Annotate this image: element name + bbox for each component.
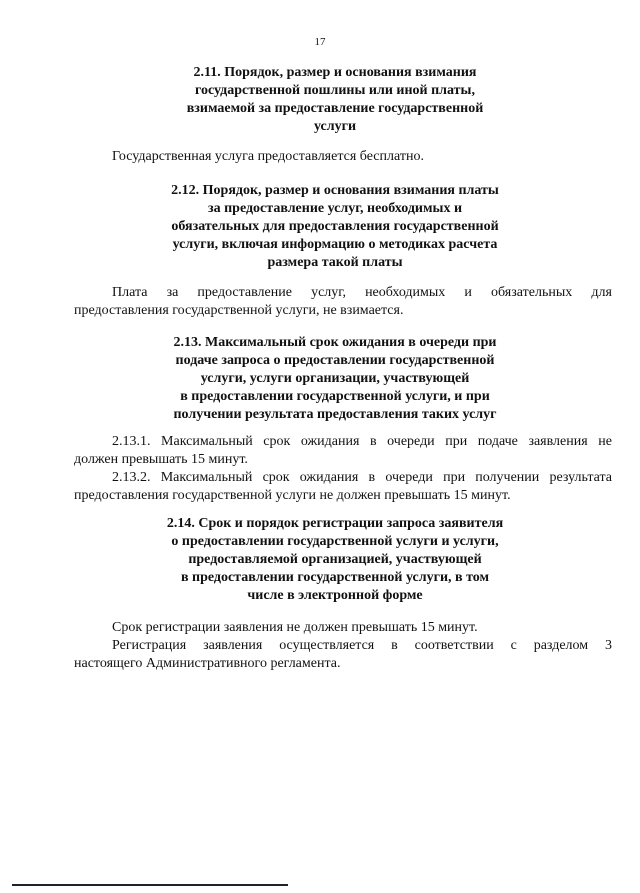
heading-line: в предоставлении государственной услуги, в том	[180, 570, 490, 585]
heading-line: 2.12. Порядок, размер и основания взимания платы	[171, 183, 499, 198]
word: 3	[605, 638, 612, 653]
heading-line: государственной пошлины или иной платы,	[195, 83, 475, 98]
heading-line: числе в электронной форме	[247, 588, 423, 603]
justified-line	[74, 469, 612, 487]
page-number: 17	[314, 36, 326, 48]
word: Регистрация	[112, 638, 187, 653]
section-2-14-body	[74, 619, 612, 673]
word: заявления	[203, 638, 263, 653]
section-2-12-body	[74, 284, 612, 320]
heading-line: получении результата предоставления таких услуг	[173, 407, 497, 422]
heading-line: обязательных для предоставления государственной	[171, 219, 499, 234]
heading-line: за предоставление услуг, необходимых и	[207, 201, 463, 216]
section-2-12-heading	[140, 182, 530, 272]
paragraph-line: настоящего Административного регламента.	[74, 656, 341, 671]
paragraph-line: Срок регистрации заявления не должен превышать 15 минут.	[112, 620, 478, 635]
word: Плата	[112, 285, 148, 300]
word: ожидания	[299, 470, 359, 485]
word: Максимальный	[160, 470, 253, 485]
word: осуществляется	[279, 638, 375, 653]
word: срок	[262, 470, 290, 485]
justified-line	[74, 433, 612, 451]
paragraph-line: предоставления государственной услуги не должен превышать 15 минут.	[74, 488, 511, 503]
word: получении	[475, 470, 540, 485]
word: в	[368, 470, 376, 485]
heading-line: взимаемой за предоставление государственной	[186, 101, 484, 116]
heading-line: услуги, услуги организации, участвующей	[200, 371, 470, 386]
word: заявления	[528, 434, 588, 449]
word: при	[443, 470, 466, 485]
heading-line: услуги	[313, 119, 357, 134]
heading-line: 2.11. Порядок, размер и основания взимания	[193, 65, 477, 80]
word: 2.13.1.	[112, 434, 151, 449]
word: разделом	[533, 638, 589, 653]
heading-line: предоставляемой организацией, участвующей	[188, 552, 482, 567]
word: очереди	[385, 470, 433, 485]
word: для	[591, 285, 612, 300]
section-2-11-heading	[140, 64, 530, 136]
word: срок	[263, 434, 291, 449]
heading-line: услуги, включая информацию о методиках расчета	[172, 237, 498, 252]
justified-line	[74, 284, 612, 302]
word: подаче	[477, 434, 518, 449]
word: и	[464, 285, 472, 300]
word: 2.13.2.	[112, 470, 151, 485]
justified-line	[74, 637, 612, 655]
section-2-13-heading	[140, 334, 530, 424]
heading-line: 2.14. Срок и порядок регистрации запроса заявителя	[166, 516, 504, 531]
heading-line: размера такой платы	[267, 255, 403, 270]
paragraph-line: Государственная услуга предоставляется бесплатно.	[112, 149, 424, 164]
word: при	[445, 434, 468, 449]
section-2-11-body	[74, 148, 612, 166]
word: в	[369, 434, 377, 449]
word: услуг,	[311, 285, 346, 300]
word: обязательных	[491, 285, 573, 300]
paragraph-line: предоставления государственной услуги, не взимается.	[74, 303, 404, 318]
word: Максимальный	[161, 434, 253, 449]
footer-rule	[12, 884, 288, 886]
word: с	[510, 638, 517, 653]
word: за	[166, 285, 179, 300]
word: в	[391, 638, 398, 653]
word: результата	[549, 470, 612, 485]
paragraph-line: должен превышать 15 минут.	[74, 452, 248, 467]
word: ожидания	[300, 434, 360, 449]
section-2-13-body	[74, 433, 612, 505]
word: очереди	[387, 434, 435, 449]
word: необходимых	[365, 285, 446, 300]
heading-line: о предоставлении государственной услуги и услуги,	[171, 534, 499, 549]
heading-line: 2.13. Максимальный срок ожидания в очереди при	[173, 335, 497, 350]
word: предоставление	[197, 285, 292, 300]
heading-line: подаче запроса о предоставлении государственной	[175, 353, 495, 368]
word: не	[598, 434, 612, 449]
section-2-14-heading	[140, 515, 530, 605]
heading-line: в предоставлении государственной услуги, и при	[180, 389, 490, 404]
word: соответствии	[414, 638, 494, 653]
